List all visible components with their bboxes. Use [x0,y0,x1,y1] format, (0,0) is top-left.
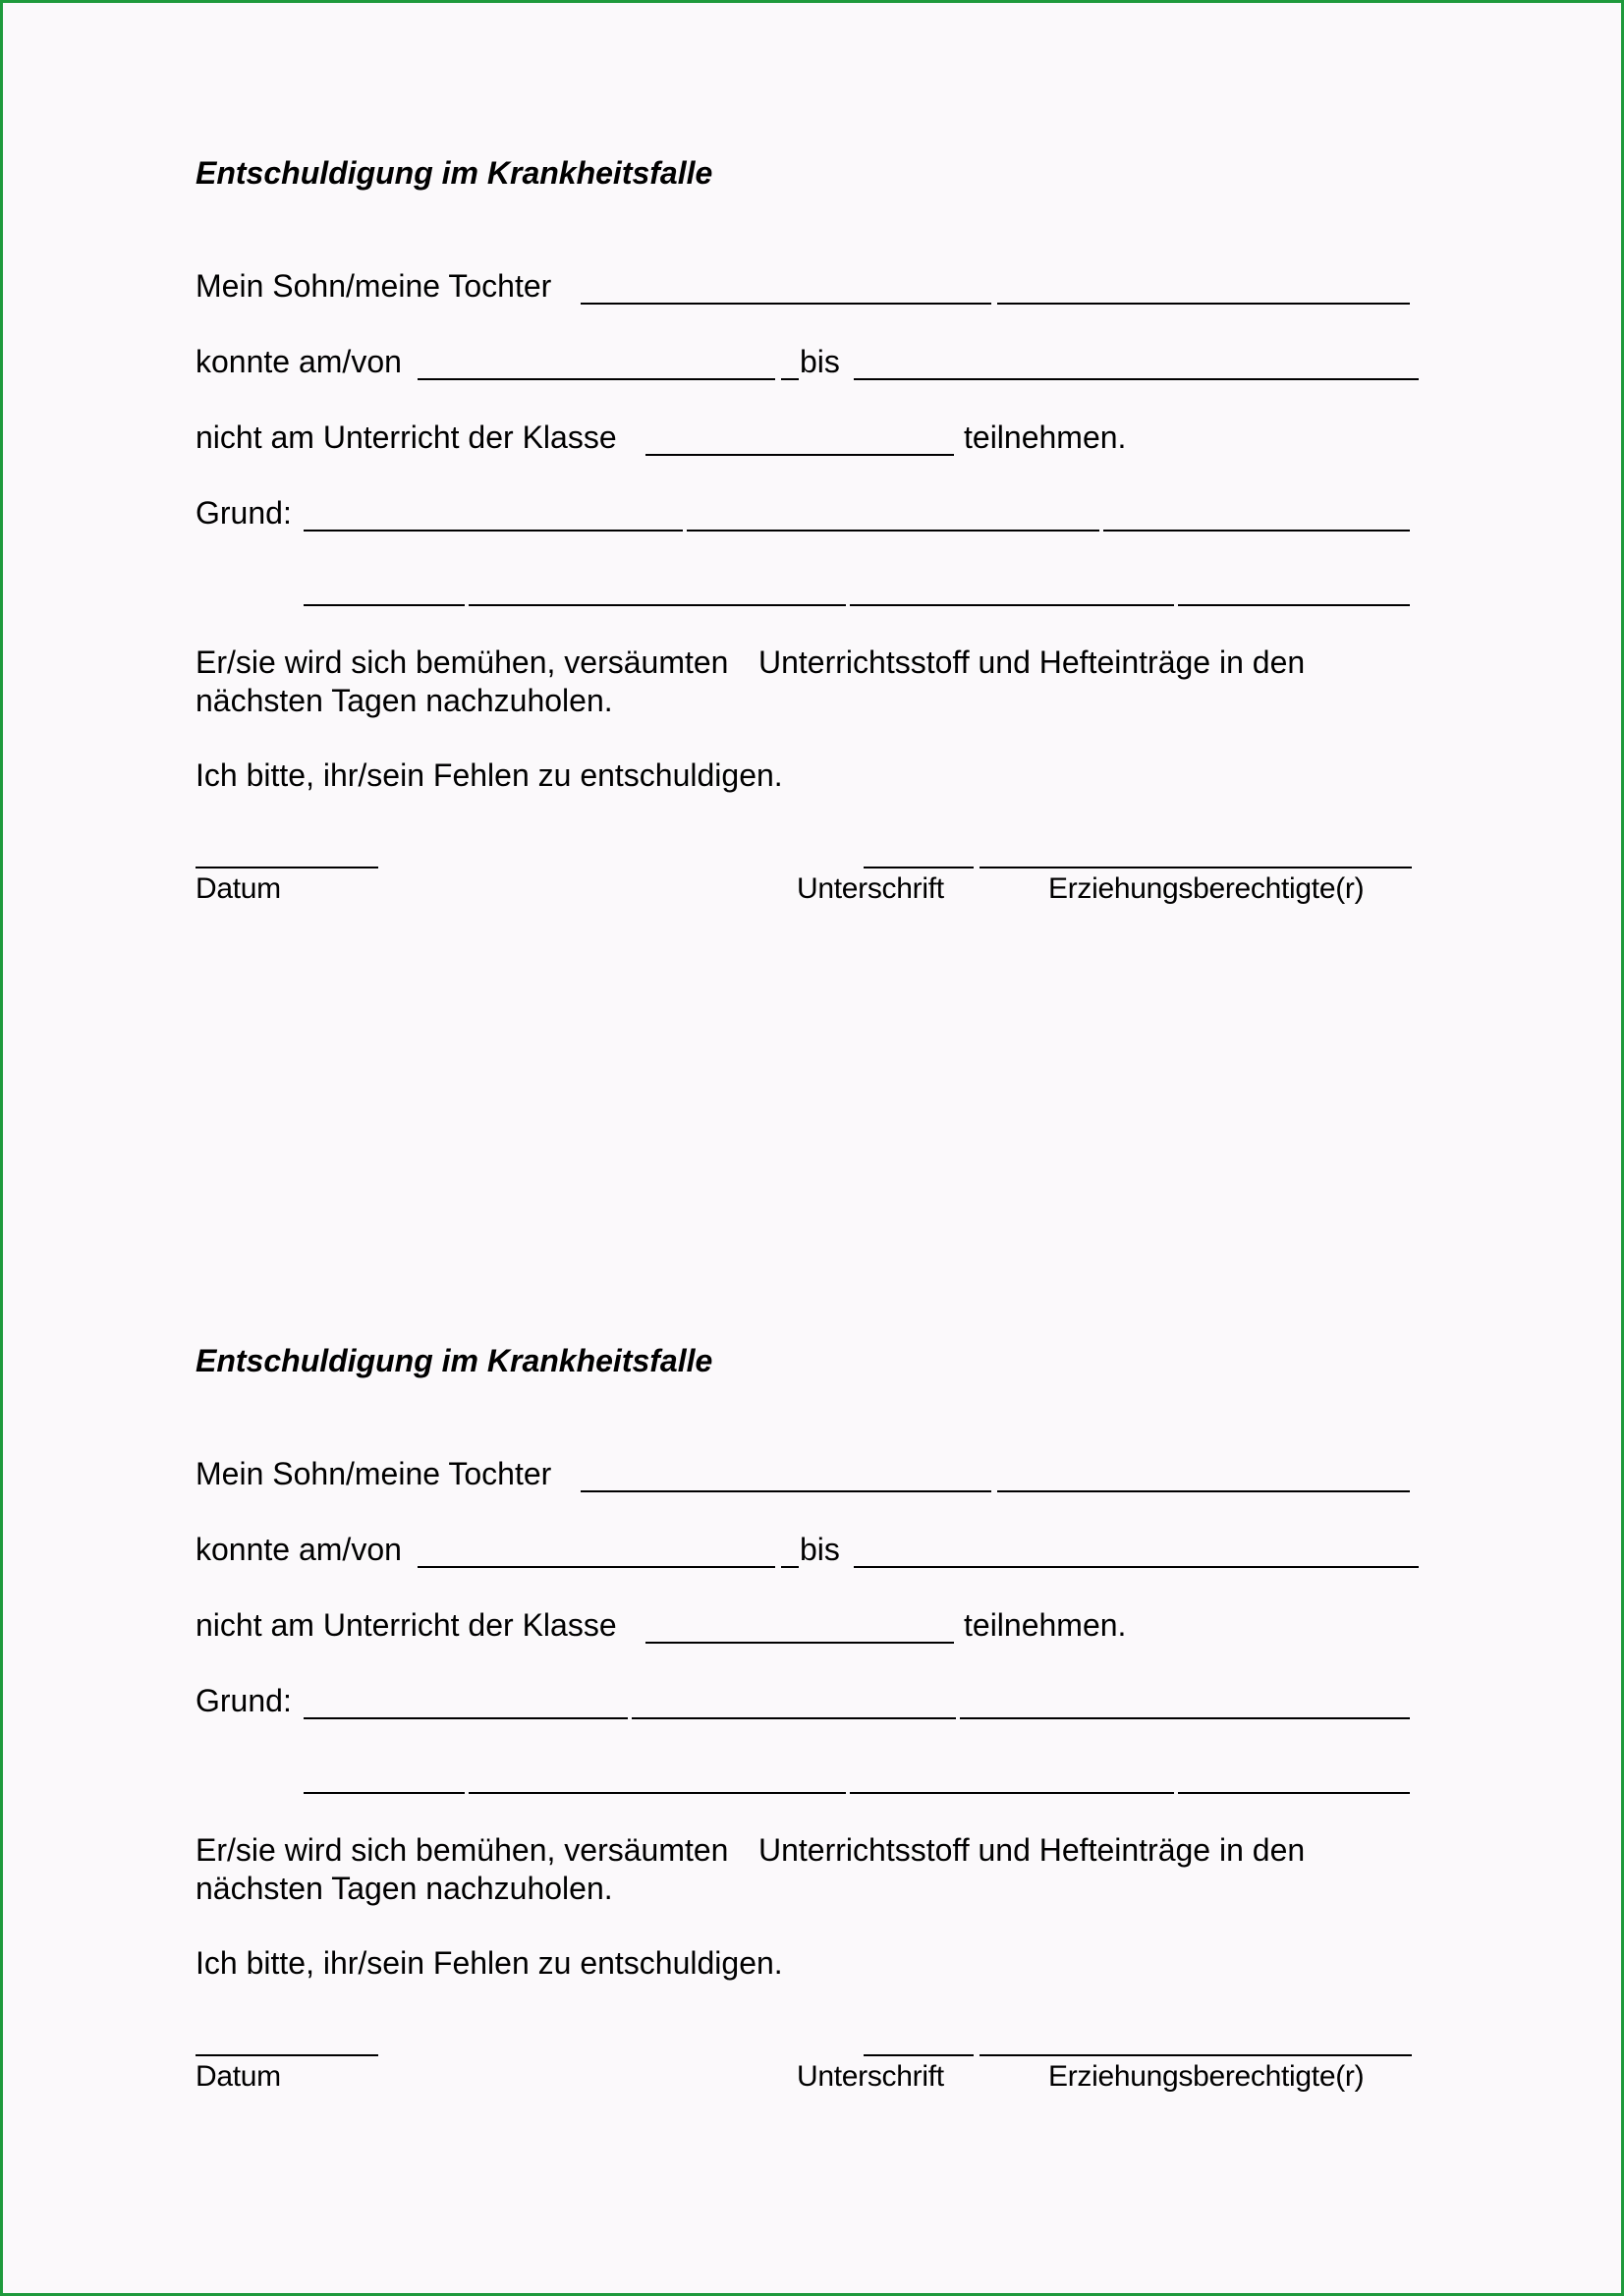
child-name-line[interactable] [581,303,991,305]
reason-line[interactable] [304,604,465,606]
date-from-line[interactable] [418,378,775,380]
guardian-caption: Erziehungsberechtigte(r) [1048,2060,1365,2093]
child-name-line[interactable] [997,303,1410,305]
class-line[interactable] [645,454,954,456]
signature-caption: Unterschrift [797,2060,944,2093]
paragraph-line: Er/sie wird sich bemühen, versäumten [196,644,729,680]
paragraph-line: nächsten Tagen nachzuholen. [196,1871,613,1906]
paragraph-line: nächsten Tagen nachzuholen. [196,683,613,718]
excuse-form-2 [3,1191,1624,2296]
reason-line[interactable] [850,604,1174,606]
date-signature-line[interactable] [196,2054,378,2056]
reason-line[interactable] [850,1792,1174,1794]
class-suffix: teilnehmen. [964,420,1127,455]
guardian-caption: Erziehungsberechtigte(r) [1048,872,1365,905]
date-separator-line [781,378,799,380]
reason-line[interactable] [304,530,683,532]
paragraph-line: Unterrichtsstoff und Hefteinträge in den [758,1832,1306,1868]
date-caption: Datum [196,2060,281,2093]
child-label: Mein Sohn/meine Tochter [196,268,552,304]
reason-line[interactable] [1178,604,1410,606]
date-from-label: konnte am/von [196,344,402,379]
reason-line[interactable] [304,1717,628,1719]
child-label: Mein Sohn/meine Tochter [196,1456,552,1491]
signature-line[interactable] [980,867,1412,868]
signature-caption: Unterschrift [797,872,944,905]
form-title: Entschuldigung im Krankheitsfalle [196,1343,713,1378]
date-to-label: bis [800,1532,840,1567]
reason-line[interactable] [1103,530,1410,532]
paragraph-line: Er/sie wird sich bemühen, versäumten [196,1832,729,1868]
excuse-form-1 [3,3,1624,1192]
request-paragraph: Ich bitte, ihr/sein Fehlen zu entschuldigen. [196,757,783,793]
signature-line[interactable] [864,867,974,868]
date-caption: Datum [196,872,281,905]
reason-label: Grund: [196,1683,292,1718]
paragraph-line: Unterrichtsstoff und Hefteinträge in den [758,644,1306,680]
child-name-line[interactable] [581,1490,991,1492]
reason-line[interactable] [1178,1792,1410,1794]
date-to-label: bis [800,344,840,379]
signature-line[interactable] [980,2054,1412,2056]
child-name-line[interactable] [997,1490,1410,1492]
date-from-label: konnte am/von [196,1532,402,1567]
class-label: nicht am Unterricht der Klasse [196,1607,617,1643]
reason-line[interactable] [632,1717,956,1719]
reason-label: Grund: [196,495,292,531]
date-signature-line[interactable] [196,867,378,868]
date-separator-line [781,1566,799,1568]
signature-line[interactable] [864,2054,974,2056]
form-title: Entschuldigung im Krankheitsfalle [196,155,713,191]
class-line[interactable] [645,1642,954,1644]
reason-line[interactable] [469,604,846,606]
reason-line[interactable] [304,1792,465,1794]
reason-line[interactable] [687,530,1099,532]
date-to-line[interactable] [854,1566,1419,1568]
request-paragraph: Ich bitte, ihr/sein Fehlen zu entschuldigen. [196,1945,783,1981]
reason-line[interactable] [960,1717,1410,1719]
class-suffix: teilnehmen. [964,1607,1127,1643]
class-label: nicht am Unterricht der Klasse [196,420,617,455]
date-from-line[interactable] [418,1566,775,1568]
reason-line[interactable] [469,1792,846,1794]
date-to-line[interactable] [854,378,1419,380]
